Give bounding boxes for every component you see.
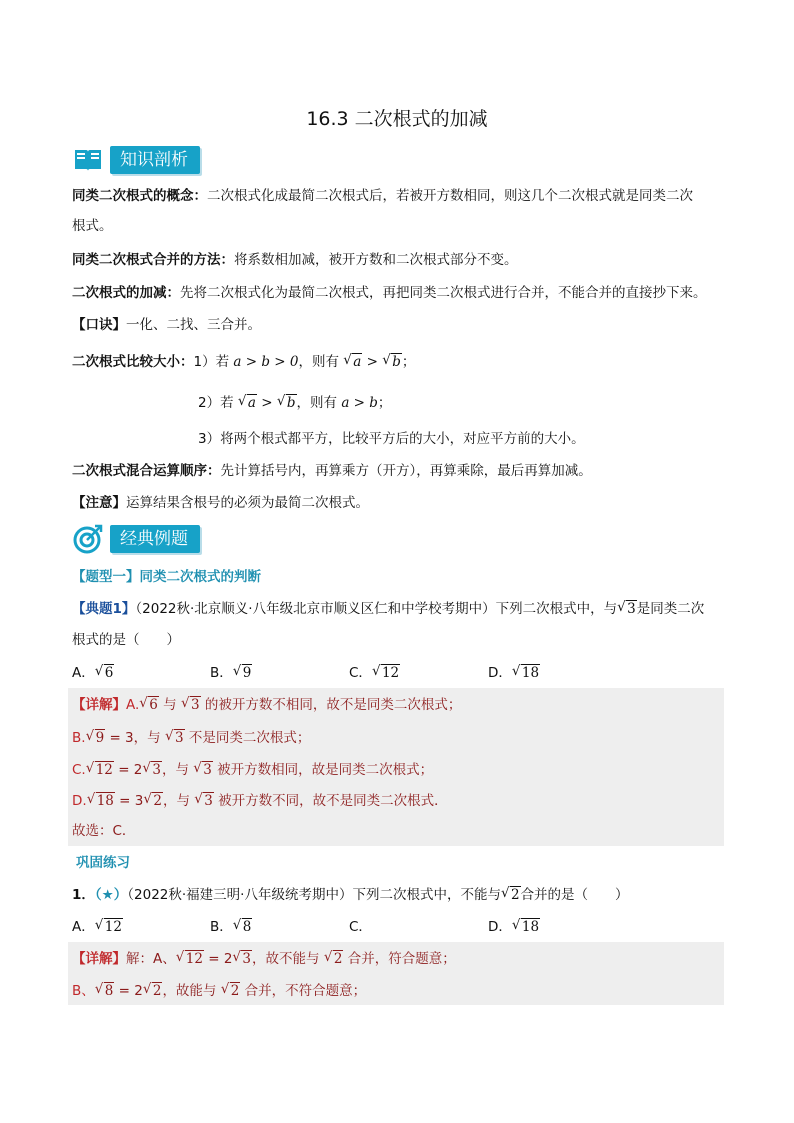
knowledge-line-5: [72, 352, 415, 372]
text: 先计算括号内，再算乘方（开方），再算乘除，最后再算加减。: [220, 463, 592, 479]
text: （2022秋·北京顺义·八年级北京市顺义区仁和中学校考期中）下列二次根式中，与: [135, 601, 618, 617]
sqrt-expr: √ b: [277, 393, 297, 413]
text: 2）若: [198, 395, 238, 411]
knowledge-line-6: [198, 393, 391, 413]
question-number: 1．: [72, 887, 95, 903]
section-header-examples: [72, 523, 200, 555]
practice-heading: 巩固练习: [76, 855, 130, 871]
solution-tag: 【详解】: [72, 697, 126, 713]
question-1-option-c: C．: [349, 919, 372, 935]
text: 运算结果含根号的必须为最简二次根式。: [126, 495, 369, 511]
text: ，则有: [296, 395, 342, 411]
solution-2-line-2: B、√ 8 = 2√ 2，故能与 √ 2 合并，不符合题意；: [72, 981, 366, 1001]
term: 二次根式的加减：: [72, 285, 180, 301]
knowledge-line-9: [72, 493, 369, 513]
page-title: 16.3 二次根式的加减: [306, 108, 488, 130]
knowledge-line-2: [72, 250, 518, 270]
solution-1-line-2: B.√ 9 = 3，与 √ 3 不是同类二次根式；: [72, 728, 310, 748]
knowledge-line-8: [72, 461, 592, 481]
text: （2022秋·福建三明·八年级统考期中）下列二次根式中，不能与: [127, 887, 501, 903]
knowledge-line-1: [72, 186, 693, 206]
example-1-stem-2: [72, 630, 180, 650]
question-1-stem: 1．（★）（2022秋·福建三明·八年级统考期中）下列二次根式中，不能与√ 2合并的是（ ）: [72, 885, 629, 905]
example-1-option-c: C．√ 12: [349, 663, 400, 683]
math: >: [256, 395, 277, 411]
solution-1-line-3: C.√ 12 = 2√ 3，与 √ 3 被开方数相同，故是同类二次根式；: [72, 760, 433, 780]
math: a > b > 0: [233, 354, 299, 370]
term: 二次根式混合运算顺序：: [72, 463, 221, 479]
question-1-option-a: A．√ 12: [72, 917, 123, 937]
text: 二次根式化成最简二次根式后，若被开方数相同，则这几个二次根式就是同类二次: [207, 188, 693, 204]
book-icon: [72, 144, 104, 176]
text: ，则有: [298, 354, 344, 370]
text: 根式。: [72, 218, 113, 234]
math: >: [362, 354, 383, 370]
text: 是同类二次: [636, 601, 705, 617]
difficulty-star: （★）: [94, 887, 128, 903]
term: 【注意】: [72, 495, 126, 511]
solution-1-line-1: 【详解】A.√ 6 与 √ 3 的被开方数不相同，故不是同类二次根式；: [72, 695, 461, 715]
sqrt-expr: √ 3: [617, 599, 637, 619]
text: 先将二次根式化为最简二次根式，再把同类二次根式进行合并，不能合并的直接抄下来。: [180, 285, 707, 301]
question-1-option-b: B．√ 8: [210, 917, 252, 937]
example-tag: 【典题1】: [72, 601, 136, 617]
question-type-heading: 【题型一】同类二次根式的判断: [72, 569, 261, 585]
text: 一化、二找、三合并。: [126, 317, 261, 333]
text: ；: [377, 395, 392, 411]
example-1-option-b: B．√ 9: [210, 663, 252, 683]
knowledge-line-4: [72, 315, 261, 335]
section-header-knowledge: [72, 144, 200, 176]
term: 二次根式比较大小：: [72, 354, 194, 370]
question-1-option-d: D．√ 18: [488, 917, 540, 937]
sqrt-expr: √ a: [343, 352, 362, 372]
term: 同类二次根式的概念：: [72, 188, 207, 204]
section-label: 知识剖析: [110, 146, 200, 174]
term: 同类二次根式合并的方法：: [72, 252, 234, 268]
solution-1-answer: 故选：C．: [72, 823, 136, 839]
text: 1）若: [193, 354, 234, 370]
example-1-option-a: A．√ 6: [72, 663, 114, 683]
knowledge-line-1b: [72, 216, 113, 236]
solution-1-line-4: D.√ 18 = 3√ 2，与 √ 3 被开方数不同，故不是同类二次根式．: [72, 791, 448, 811]
text: ；: [401, 354, 416, 370]
knowledge-line-3: [72, 283, 707, 303]
text: 将系数相加减，被开方数和二次根式部分不变。: [234, 252, 518, 268]
section-label: 经典例题: [110, 525, 200, 553]
text: 3）将两个根式都平方，比较平方后的大小，对应平方前的大小。: [198, 431, 585, 447]
example-1-stem: [72, 599, 704, 619]
math: a > b: [341, 395, 378, 411]
term: 【口诀】: [72, 317, 126, 333]
sqrt-expr: √ b: [382, 352, 402, 372]
sqrt-expr: √ a: [238, 393, 257, 413]
text: 合并的是（ ）: [520, 887, 629, 903]
solution-2-line-1: 【详解】解：A、√ 12 = 2√ 3，故不能与 √ 2 合并，符合题意；: [72, 949, 456, 969]
knowledge-line-7: [198, 429, 585, 449]
example-1-option-d: D．√ 18: [488, 663, 540, 683]
target-arrow-icon: [72, 523, 104, 555]
text: 根式的是（ ）: [72, 632, 180, 648]
solution-tag: 【详解】: [72, 951, 126, 967]
